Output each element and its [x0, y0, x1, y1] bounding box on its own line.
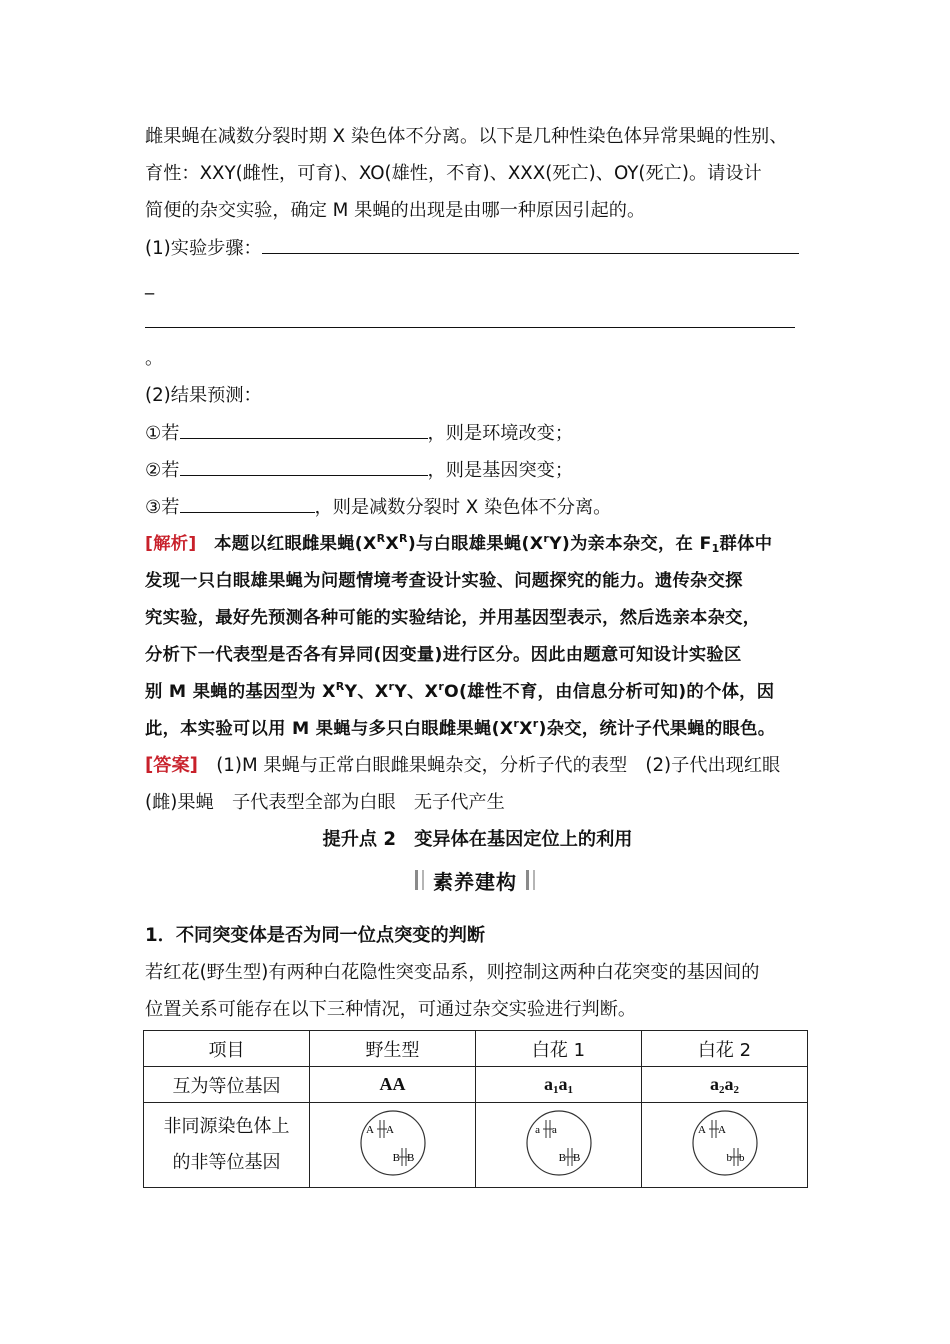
period-text: 。: [145, 348, 164, 369]
analysis-tag: [解析]: [145, 534, 197, 554]
allele-label: A: [385, 1123, 394, 1136]
text: 群体中: [719, 534, 773, 554]
text: a: [710, 1074, 719, 1094]
analysis-line: [145, 679, 810, 705]
table-header-row: [144, 1031, 808, 1067]
question-1-dash: [145, 272, 810, 298]
banner-bar-icon: [533, 870, 535, 890]
banner-bar-icon: [422, 870, 424, 890]
cell-circle: [361, 1111, 425, 1175]
text: 究实验，最好先预测各种可能的实验结论，并用基因型表示，然后选亲本杂交，: [145, 608, 761, 628]
sub: 1: [553, 1084, 559, 1096]
analysis-line: [145, 605, 810, 631]
chromosome-cell: [310, 1103, 476, 1188]
table-header: 白花 2: [642, 1031, 808, 1067]
allele-label: A: [697, 1123, 706, 1136]
allele-label: B: [558, 1151, 566, 1164]
text: (雌)果蝇 子代表型全部为白眼 无子代产生: [145, 792, 505, 813]
text: 别 M 果蝇的基因型为 X: [145, 682, 336, 702]
text: 若红花(野生型)有两种白花隐性突变品系，则控制这两种白花突变的基因间的: [145, 962, 760, 983]
allele-label: b: [738, 1151, 744, 1164]
sup: r: [513, 717, 520, 730]
text: (2)结果预测：: [145, 385, 262, 406]
point-1-heading: [145, 923, 810, 949]
answer-blank[interactable]: [262, 235, 799, 254]
text: 简便的杂交实验，确定 M 果蝇的出现是由哪一种原因引起的。: [145, 200, 646, 221]
table-header: 项目: [144, 1031, 310, 1067]
chromosome-diagram: [524, 1108, 594, 1178]
text: ，则是环境改变；: [427, 423, 574, 444]
gene-position-table: [143, 1030, 808, 1188]
text: a: [558, 1074, 568, 1094]
paragraph-line: [145, 198, 810, 224]
sub: 1: [711, 542, 720, 555]
text: )杂交，统计子代果蝇的眼色。: [538, 719, 776, 739]
row-label: 互为等位基因: [144, 1067, 310, 1103]
sup: r: [532, 717, 539, 730]
sup: r: [438, 680, 445, 693]
analysis-line: [145, 568, 810, 594]
answer-blank[interactable]: [180, 494, 315, 513]
text: 非同源染色体上: [163, 1116, 290, 1137]
genotype-cell: AA: [310, 1067, 476, 1103]
analysis-line: [145, 531, 810, 557]
sup: r: [388, 680, 395, 693]
question-1-blank-line: [145, 309, 810, 335]
allele-label: B: [572, 1151, 580, 1164]
genotype-cell: [642, 1067, 808, 1103]
text: 的非等位基因: [172, 1152, 281, 1173]
text: 分析下一代表型是否各有异同(因变量)进行区分。因此由题意可知设计实验区: [145, 645, 742, 665]
answer-blank[interactable]: [180, 457, 428, 476]
text: a: [544, 1074, 553, 1094]
chromosome-diagram: [690, 1108, 760, 1178]
paragraph-line: [145, 161, 810, 187]
text: )与白眼雄果蝇(X: [407, 534, 544, 554]
text: Y、X: [344, 682, 389, 702]
sup: R: [399, 532, 408, 545]
answer-line: [145, 753, 810, 779]
text: 育性：XXY(雌性，可育)、XO(雄性，不育)、XXX(死亡)、OY(死亡)。请设计: [145, 163, 762, 184]
allele-label: a: [534, 1123, 540, 1136]
sub: 2: [719, 1084, 725, 1096]
chromosome-diagram: [358, 1108, 428, 1178]
cell-circle: [693, 1111, 757, 1175]
text: ，则是减数分裂时 X 染色体不分离。: [314, 497, 612, 518]
text: 1．不同突变体是否为同一位点突变的判断: [145, 925, 486, 946]
text: 此，本实验可以用 M 果蝇与多只白眼雌果蝇(X: [145, 719, 514, 739]
genotype-cell: [476, 1067, 642, 1103]
question-1-line: [145, 235, 810, 261]
banner-title: 素养建构: [433, 869, 517, 894]
paragraph-line: [145, 124, 810, 150]
banner-bar-icon: [526, 870, 529, 890]
allele-label: b: [726, 1151, 732, 1164]
answer-tag: [答案]: [145, 755, 198, 776]
answer-blank[interactable]: [180, 420, 428, 439]
text: O(雄性不育，由信息分析可知)的个体，因: [444, 682, 775, 702]
analysis-line: [145, 716, 810, 742]
text: 位置关系可能存在以下三种情况，可通过杂交实验进行判断。: [145, 999, 637, 1020]
question-2-label: [145, 383, 810, 409]
question-1-label: (1)实验步骤：: [145, 238, 262, 259]
text: Y、X: [394, 682, 439, 702]
sub: 1: [567, 1084, 573, 1096]
allele-label: a: [551, 1123, 557, 1136]
table-row: [144, 1103, 808, 1188]
allele-label: B: [406, 1151, 414, 1164]
dash-text: _: [145, 274, 155, 295]
answer-blank[interactable]: [145, 309, 795, 328]
chromosome-cell: [642, 1103, 808, 1188]
text: a: [724, 1074, 734, 1094]
row-label: [144, 1103, 310, 1188]
text: ①若: [145, 423, 180, 444]
analysis-line: [145, 642, 810, 668]
text: 雌果蝇在减数分裂时期 X 染色体不分离。以下是几种性染色体异常果蝇的性别、: [145, 126, 788, 147]
banner-bar-icon: [415, 870, 418, 890]
prediction-2: [145, 457, 810, 483]
text: X: [519, 719, 533, 739]
text: X: [385, 534, 400, 554]
allele-label: A: [365, 1123, 374, 1136]
question-1-end: [145, 346, 810, 372]
text: ，则是基因突变；: [427, 460, 574, 481]
text: (1)M 果蝇与正常白眼雌果蝇杂交，分析子代的表型 (2)子代出现红眼: [198, 755, 781, 776]
chromosome-cell: [476, 1103, 642, 1188]
allele-label: B: [392, 1151, 400, 1164]
table-row: [144, 1067, 808, 1103]
text: Y)为亲本杂交，在 F: [549, 534, 712, 554]
sup: r: [543, 532, 550, 545]
text: 发现一只白眼雄果蝇为问题情境考查设计实验、问题探究的能力。遗传杂交探: [145, 571, 743, 591]
allele-label: A: [717, 1123, 726, 1136]
prediction-3: [145, 494, 810, 520]
cell-circle: [527, 1111, 591, 1175]
section-title: 提升点 2 变异体在基因定位上的利用: [322, 829, 633, 850]
paragraph-line: [145, 960, 810, 986]
table-header: 白花 1: [476, 1031, 642, 1067]
prediction-1: [145, 420, 810, 446]
text: ③若: [145, 497, 180, 518]
text: ②若: [145, 460, 180, 481]
sup: R: [335, 680, 345, 693]
sub: 2: [733, 1084, 739, 1096]
sup: R: [376, 532, 386, 545]
text: 本题以红眼雌果蝇(X: [196, 534, 377, 554]
table-header: 野生型: [310, 1031, 476, 1067]
answer-line: [145, 790, 810, 816]
section-banner: [405, 866, 545, 894]
paragraph-line: [145, 997, 810, 1023]
